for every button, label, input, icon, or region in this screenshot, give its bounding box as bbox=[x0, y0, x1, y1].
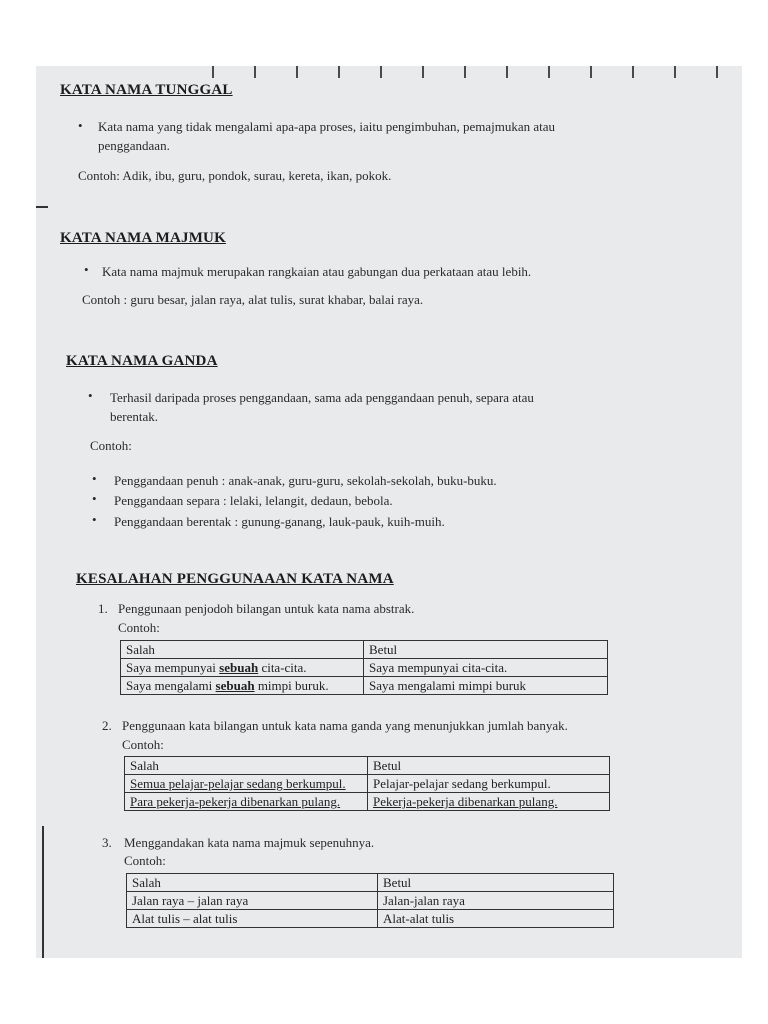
kesalahan-text: Menggandakan kata nama majmuk sepenuhnya. bbox=[124, 835, 375, 850]
bullet-icon: • bbox=[84, 262, 89, 277]
heading-majmuk: KATA NAMA MAJMUK bbox=[60, 230, 226, 246]
wrong-cell bbox=[121, 677, 364, 695]
header-betul: Betul bbox=[368, 757, 610, 775]
table-row bbox=[121, 659, 608, 677]
wrong-text: Saya mempunyai bbox=[126, 660, 220, 675]
contoh-label: Contoh: bbox=[118, 620, 160, 635]
bullet-icon: • bbox=[92, 471, 97, 486]
kesalahan-text: Penggunaan penjodoh bilangan untuk kata nama abstrak. bbox=[118, 601, 415, 616]
right-cell: Alat-alat tulis bbox=[378, 910, 614, 928]
tick-mark bbox=[548, 66, 550, 78]
comparison-table bbox=[120, 640, 608, 695]
contoh-label: Contoh: bbox=[122, 737, 164, 752]
bullet-icon: • bbox=[78, 118, 83, 133]
wrong-cell: Jalan raya – jalan raya bbox=[127, 892, 378, 910]
comparison-table bbox=[126, 873, 614, 928]
wrong-text: mimpi buruk. bbox=[254, 678, 329, 693]
table-header-row bbox=[127, 874, 614, 892]
header-salah: Salah bbox=[121, 641, 364, 659]
bullet-icon: • bbox=[92, 512, 97, 527]
ganda-item: Penggandaan penuh : anak-anak, guru-guru, sekolah-sekolah, buku-buku. bbox=[114, 473, 497, 488]
ganda-item: Penggandaan berentak : gunung-ganang, lauk-pauk, kuih-muih. bbox=[114, 514, 445, 529]
right-cell: Pelajar-pelajar sedang berkumpul. bbox=[368, 775, 610, 793]
header-betul: Betul bbox=[378, 874, 614, 892]
tick-mark bbox=[632, 66, 634, 78]
ganda-item: Penggandaan separa : lelaki, lelangit, dedaun, bebola. bbox=[114, 493, 393, 508]
table-header-row bbox=[121, 641, 608, 659]
tick-mark bbox=[422, 66, 424, 78]
tick-mark bbox=[716, 66, 718, 78]
wrong-cell bbox=[121, 659, 364, 677]
kesalahan-num: 1. bbox=[98, 601, 108, 616]
table-row bbox=[125, 775, 610, 793]
wrong-highlight: sebuah bbox=[215, 678, 255, 693]
table-row bbox=[121, 677, 608, 695]
ganda-desc-line2: berentak. bbox=[110, 409, 159, 424]
tick-mark bbox=[296, 66, 298, 78]
tick-mark bbox=[506, 66, 508, 78]
table-row bbox=[127, 892, 614, 910]
margin-dash bbox=[36, 206, 48, 208]
document-page bbox=[36, 66, 742, 958]
right-cell: Saya mengalami mimpi buruk bbox=[364, 677, 608, 695]
tick-mark bbox=[212, 66, 214, 78]
kesalahan-num: 3. bbox=[102, 835, 112, 850]
right-cell: Saya mempunyai cita-cita. bbox=[364, 659, 608, 677]
ganda-example-label: Contoh: bbox=[90, 438, 132, 453]
majmuk-example: Contoh : guru besar, jalan raya, alat tulis, surat khabar, balai raya. bbox=[82, 292, 424, 307]
heading-ganda: KATA NAMA GANDA bbox=[66, 353, 218, 369]
top-tick-marks bbox=[36, 66, 742, 80]
ganda-desc-line1: Terhasil daripada proses penggandaan, sama ada penggandaan penuh, separa atau bbox=[110, 390, 534, 405]
tunggal-desc-line2: penggandaan. bbox=[98, 138, 170, 153]
table-header-row bbox=[125, 757, 610, 775]
table-row bbox=[127, 910, 614, 928]
tick-mark bbox=[254, 66, 256, 78]
tick-mark bbox=[464, 66, 466, 78]
bullet-icon: • bbox=[92, 491, 97, 506]
wrong-cell: Semua pelajar-pelajar sedang berkumpul. bbox=[125, 775, 368, 793]
binding-line bbox=[42, 826, 44, 958]
wrong-text: cita-cita. bbox=[258, 660, 307, 675]
right-cell: Pekerja-pekerja dibenarkan pulang. bbox=[368, 793, 610, 811]
majmuk-desc: Kata nama majmuk merupakan rangkaian atau gabungan dua perkataan atau lebih. bbox=[102, 264, 532, 279]
wrong-cell: Para pekerja-pekerja dibenarkan pulang. bbox=[125, 793, 368, 811]
tick-mark bbox=[380, 66, 382, 78]
tick-mark bbox=[674, 66, 676, 78]
heading-tunggal: KATA NAMA TUNGGAL bbox=[60, 82, 233, 98]
wrong-text: Saya mengalami bbox=[126, 678, 216, 693]
heading-kesalahan: KESALAHAN PENGGUNAAAN KATA NAMA bbox=[76, 571, 394, 587]
kesalahan-num: 2. bbox=[102, 718, 112, 733]
header-salah: Salah bbox=[127, 874, 378, 892]
right-cell: Jalan-jalan raya bbox=[378, 892, 614, 910]
tunggal-desc-line1: Kata nama yang tidak mengalami apa-apa proses, iaitu pengimbuhan, pemajmukan atau bbox=[98, 119, 556, 134]
contoh-label: Contoh: bbox=[124, 853, 166, 868]
comparison-table bbox=[124, 756, 610, 811]
wrong-cell: Alat tulis – alat tulis bbox=[127, 910, 378, 928]
wrong-highlight: sebuah bbox=[219, 660, 259, 675]
tick-mark bbox=[590, 66, 592, 78]
header-betul: Betul bbox=[364, 641, 608, 659]
table-row bbox=[125, 793, 610, 811]
tick-mark bbox=[338, 66, 340, 78]
header-salah: Salah bbox=[125, 757, 368, 775]
kesalahan-text: Penggunaan kata bilangan untuk kata nama ganda yang menunjukkan jumlah banyak. bbox=[122, 718, 568, 733]
bullet-icon: • bbox=[88, 388, 93, 403]
tunggal-example: Contoh: Adik, ibu, guru, pondok, surau, kereta, ikan, pokok. bbox=[78, 168, 392, 183]
